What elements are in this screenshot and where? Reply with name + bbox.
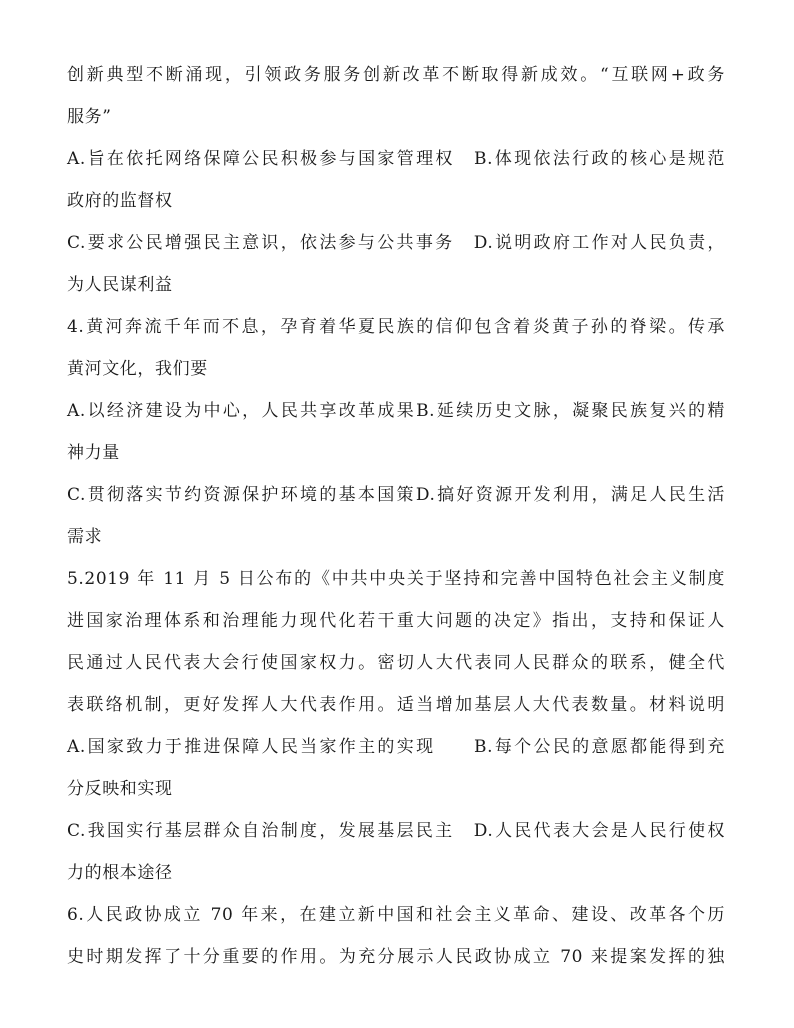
q4-option-c-d: C.贯彻落实节约资源保护环境的基本国策D.搞好资源开发利用，满足人民生活 <box>67 485 725 505</box>
q6-stem-line-2: 史时期发挥了十分重要的作用。为充分展示人民政协成立 70 来提案发挥的独 <box>67 947 725 967</box>
q5-stem-line-4: 表联络机制，更好发挥人大代表作用。适当增加基层人大代表数量。材料说明 <box>67 695 725 715</box>
q4-option-a-b: A.以经济建设为中心，人民共享改革成果B.延续历史文脉，凝聚民族复兴的精 <box>67 401 725 421</box>
q3-option-a-b: A.旨在依托网络保障公民积极参与国家管理权 B.体现依法行政的核心是规范 <box>67 149 725 169</box>
q3-option-d-cont: 为人民谋利益 <box>67 275 173 295</box>
q3-option-c-d: C.要求公民增强民主意识，依法参与公共事务 D.说明政府工作对人民负责， <box>67 233 725 253</box>
q4-stem-line-1: 4.黄河奔流千年而不息，孕育着华夏民族的信仰包含着炎黄子孙的脊梁。传承 <box>67 317 725 337</box>
q4-option-d-cont: 需求 <box>67 527 103 547</box>
q6-stem-line-1: 6.人民政协成立 70 年来，在建立新中国和社会主义革命、建设、改革各个历 <box>67 905 725 925</box>
q4-stem-line-2: 黄河文化，我们要 <box>67 359 208 379</box>
q5-option-a-b: A.国家致力于推进保障人民当家作主的实现 B.每个公民的意愿都能得到充 <box>67 737 725 757</box>
q5-option-b-cont: 分反映和实现 <box>67 779 173 799</box>
q5-option-c-d: C.我国实行基层群众自治制度，发展基层民主 D.人民代表大会是人民行使权 <box>67 821 725 841</box>
q5-stem-line-3: 民通过人民代表大会行使国家权力。密切人大代表同人民群众的联系，健全代 <box>67 653 725 673</box>
q3-stem-line-2: 服务” <box>67 107 112 127</box>
q3-option-b-cont: 政府的监督权 <box>67 191 173 211</box>
q4-option-b-cont: 神力量 <box>67 443 120 463</box>
q3-stem-line-1: 创新典型不断涌现，引领政务服务创新改革不断取得新成效。“互联网+政务 <box>67 65 725 85</box>
q5-option-d-cont: 力的根本途径 <box>67 863 173 883</box>
q5-stem-line-1: 5.2019 年 11 月 5 日公布的《中共中央关于坚持和完善中国特色社会主义制度 <box>67 569 725 589</box>
q5-stem-line-2: 进国家治理体系和治理能力现代化若干重大问题的决定》指出，支持和保证人 <box>67 611 725 631</box>
